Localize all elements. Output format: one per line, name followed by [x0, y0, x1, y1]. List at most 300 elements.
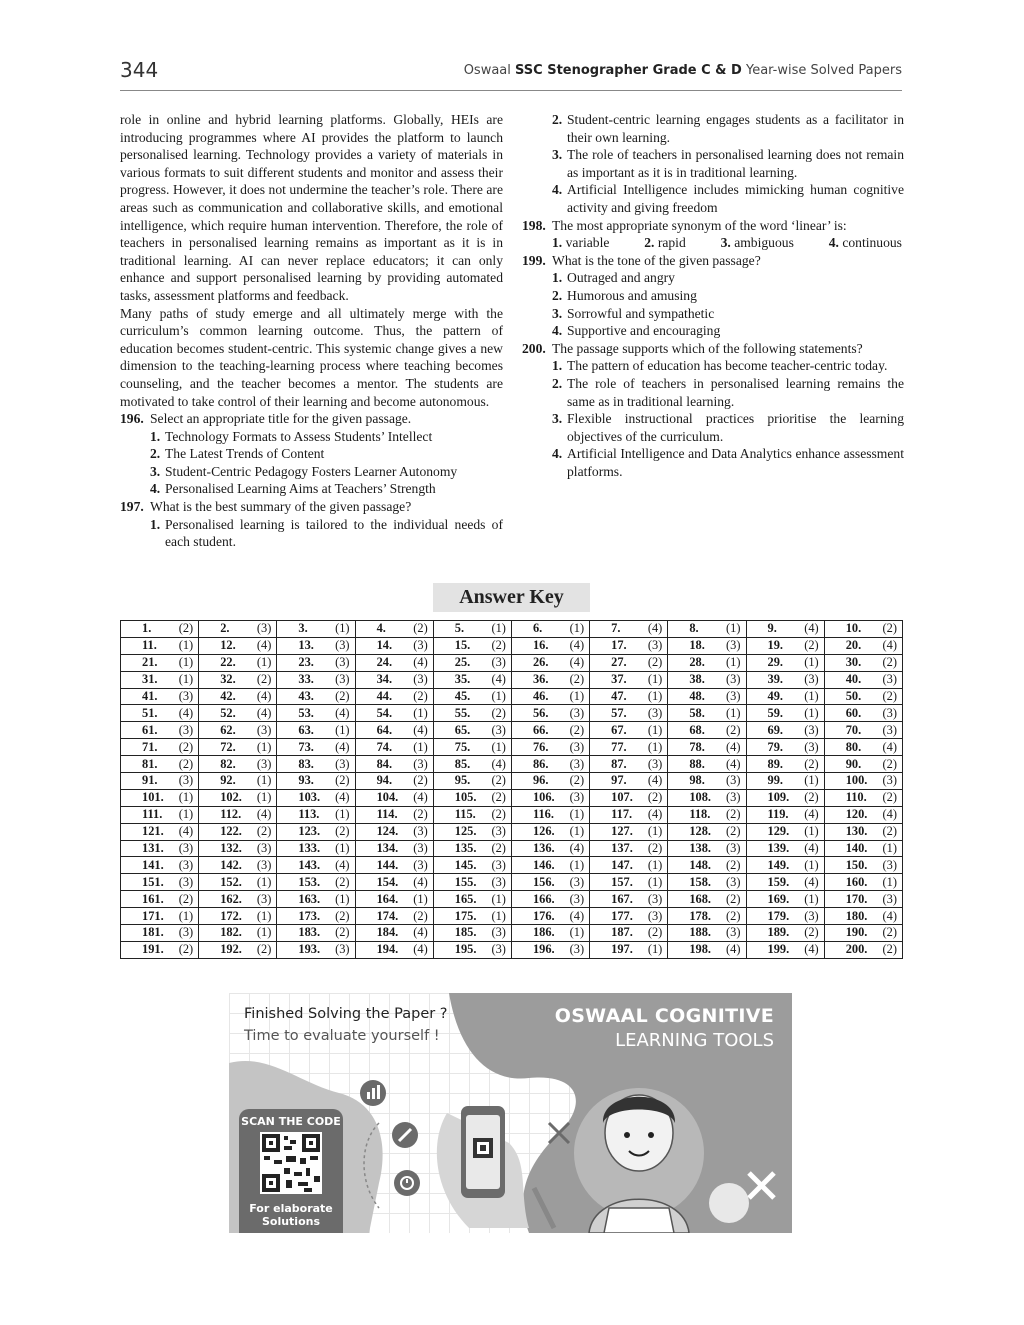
option	[721, 234, 794, 252]
answer-question-number: 40.	[845, 672, 862, 687]
answer-row	[121, 941, 903, 958]
answer-question-number: 158.	[689, 874, 711, 889]
answer-value: (3)	[804, 908, 819, 923]
answer-value: (1)	[491, 891, 506, 906]
answer-cell	[355, 908, 433, 925]
answer-row	[121, 840, 903, 857]
answer-value: (4)	[647, 807, 663, 822]
answer-question-number: 81.	[142, 756, 158, 771]
question-199	[522, 252, 904, 270]
answer-question-number: 132.	[220, 841, 242, 856]
answer-value: (2)	[413, 621, 428, 636]
answer-question-number: 34.	[376, 672, 393, 687]
answer-cell	[355, 925, 433, 942]
answer-value: (1)	[178, 672, 194, 687]
answer-question-number: 159.	[767, 874, 790, 889]
answer-question-number: 46.	[532, 689, 549, 703]
answer-cell	[590, 823, 668, 840]
option-text: Outraged and angry	[567, 270, 675, 286]
answer-question-number: 63.	[298, 722, 314, 737]
question-198	[522, 217, 904, 235]
answer-value: (4)	[178, 705, 194, 720]
answer-question-number: 77.	[611, 739, 627, 754]
question-text: Select an appropriate title for the given passage.	[150, 411, 412, 427]
answer-question-number: 151.	[142, 874, 164, 889]
answer-cell	[355, 654, 433, 671]
answer-question-number: 53.	[298, 705, 314, 720]
answer-cell	[668, 806, 746, 823]
answer-value: (3)	[491, 925, 506, 940]
answer-cell	[668, 891, 746, 908]
qr-code-icon[interactable]	[260, 1132, 322, 1194]
answer-cell	[277, 739, 355, 756]
answer-question-number: 133.	[298, 841, 321, 856]
answer-question-number: 160.	[845, 874, 868, 889]
answer-value: (4)	[413, 722, 428, 737]
answer-question-number: 139.	[767, 841, 790, 856]
answer-value: (3)	[413, 824, 428, 839]
answer-cell	[277, 925, 355, 942]
answer-cell	[511, 722, 589, 739]
answer-question-number: 102.	[220, 790, 242, 805]
answer-value: (4)	[335, 705, 350, 720]
answer-question-number: 38.	[689, 672, 705, 687]
answer-question-number: 48.	[689, 689, 705, 703]
answer-row	[121, 773, 903, 790]
answer-value: (4)	[256, 705, 272, 720]
answer-cell	[668, 925, 746, 942]
answer-question-number: 56.	[532, 705, 549, 720]
answer-row	[121, 857, 903, 874]
answer-value: (3)	[647, 756, 663, 771]
answer-question-number: 104.	[376, 790, 399, 805]
answer-row	[121, 739, 903, 756]
answer-question-number: 92.	[220, 773, 236, 788]
answer-cell	[824, 840, 902, 857]
answer-cell	[433, 773, 511, 790]
answer-question-number: 150.	[845, 857, 868, 872]
answer-question-number: 157.	[611, 874, 633, 889]
scan-footer-line1: For elaborate	[249, 1202, 333, 1215]
option	[552, 287, 904, 305]
option-text: The Latest Trends of Content	[165, 446, 325, 462]
answer-cell	[668, 874, 746, 891]
option-number: 4.	[552, 323, 563, 339]
answer-cell	[746, 739, 824, 756]
answer-cell	[121, 773, 199, 790]
answer-value: (1)	[647, 942, 663, 957]
answer-value: (2)	[647, 925, 663, 940]
answer-row	[121, 688, 903, 705]
option	[150, 463, 503, 481]
page-number: 344	[120, 58, 159, 82]
answer-cell	[199, 722, 277, 739]
answer-cell	[121, 840, 199, 857]
answer-cell	[355, 739, 433, 756]
passage-paragraph: Many paths of study emerge and all ultimately merge with the curriculum’s common learning outcome. Thus, the pattern of education becomes student-centric. This systemic change gives a new dimension to the teaching-learning process where teaching becomes counseling, and the teacher becomes a mentor. The students are motivated to take control of their learning and become autonomous.	[120, 305, 503, 409]
option-text: Personalised learning is tailored to the individual needs of each student.	[165, 516, 503, 550]
answer-question-number: 25.	[454, 655, 471, 670]
answer-value: (2)	[882, 942, 897, 957]
answer-cell	[746, 941, 824, 958]
answer-value: (2)	[335, 824, 350, 839]
answer-value: (2)	[647, 655, 663, 670]
answer-value: (3)	[491, 824, 506, 839]
option	[829, 234, 902, 252]
answer-question-number: 149.	[767, 857, 790, 872]
answer-cell	[433, 941, 511, 958]
answer-cell	[824, 688, 902, 705]
answer-value: (3)	[569, 874, 585, 889]
option-number: 3.	[150, 463, 161, 479]
answer-cell	[590, 840, 668, 857]
answer-cell	[511, 806, 589, 823]
answer-cell	[277, 654, 355, 671]
answer-question-number: 31.	[142, 672, 158, 687]
answer-cell	[590, 688, 668, 705]
answer-cell	[355, 941, 433, 958]
answer-question-number: 26.	[532, 655, 549, 670]
answer-cell	[511, 773, 589, 790]
answer-cell	[355, 773, 433, 790]
question-text: What is the best summary of the given passage?	[150, 499, 412, 515]
answer-value: (4)	[726, 942, 741, 957]
answer-cell	[824, 671, 902, 688]
answer-cell	[277, 688, 355, 705]
answer-cell	[199, 756, 277, 773]
answer-question-number: 84.	[376, 756, 393, 771]
answer-cell	[433, 806, 511, 823]
answer-question-number: 190.	[845, 925, 868, 940]
answer-question-number: 178.	[689, 908, 711, 923]
answer-value: (3)	[256, 841, 272, 856]
answer-value: (2)	[413, 773, 428, 788]
answer-value: (2)	[882, 925, 897, 940]
answer-question-number: 89.	[767, 756, 783, 771]
answer-cell	[121, 823, 199, 840]
answer-cell	[824, 739, 902, 756]
answer-row	[121, 671, 903, 688]
answer-value: (3)	[726, 925, 741, 940]
answer-value: (3)	[882, 857, 897, 872]
answer-cell	[199, 941, 277, 958]
option-number: 1.	[150, 428, 161, 444]
option-text: The pattern of education has become teacher-centric today.	[567, 358, 888, 374]
answer-question-number: 65.	[454, 722, 471, 737]
answer-value: (1)	[256, 739, 272, 754]
answer-question-number: 146.	[532, 857, 555, 872]
option	[552, 410, 904, 445]
answer-value: (4)	[413, 655, 428, 670]
answer-question-number: 168.	[689, 891, 711, 906]
answer-question-number: 193.	[298, 942, 321, 957]
answer-question-number: 57.	[611, 705, 627, 720]
answer-question-number: 91.	[142, 773, 158, 788]
answer-cell	[277, 789, 355, 806]
answer-value: (4)	[882, 739, 897, 754]
answer-question-number: 64.	[376, 722, 393, 737]
answer-value: (3)	[413, 857, 428, 872]
answer-cell	[355, 705, 433, 722]
answer-value: (2)	[569, 672, 585, 687]
answer-value: (2)	[804, 790, 819, 805]
answer-question-number: 62.	[220, 722, 236, 737]
option-text: Artificial Intelligence and Data Analytics enhance assessment platforms.	[567, 446, 904, 479]
answer-value: (3)	[256, 756, 272, 771]
answer-question-number: 176.	[532, 908, 555, 923]
brand-line-1: OSWAAL COGNITIVE	[554, 1005, 774, 1027]
book-title: SSC Stenographer Grade C & D	[515, 63, 742, 78]
answer-question-number: 80.	[845, 739, 862, 754]
answer-question-number: 114.	[376, 807, 398, 822]
answer-question-number: 127.	[611, 824, 633, 839]
answer-question-number: 156.	[532, 874, 555, 889]
answer-value: (4)	[413, 874, 428, 889]
answer-cell	[746, 654, 824, 671]
answer-value: (1)	[569, 807, 585, 822]
answer-cell	[121, 806, 199, 823]
answer-cell	[824, 722, 902, 739]
option	[552, 445, 904, 480]
answer-cell	[746, 840, 824, 857]
question-number: 199.	[522, 252, 546, 268]
answer-question-number: 14.	[376, 638, 393, 653]
answer-value: (3)	[178, 773, 194, 788]
answer-question-number: 144.	[376, 857, 399, 872]
answer-question-number: 172.	[220, 908, 242, 923]
option	[552, 305, 904, 323]
answer-key-title: Answer Key	[433, 583, 590, 612]
answer-value: (1)	[804, 773, 819, 788]
answer-question-number: 5.	[454, 621, 465, 636]
answer-cell	[433, 654, 511, 671]
option-text: Student-Centric Pedagogy Fosters Learner Autonomy	[165, 463, 458, 479]
answer-cell	[590, 891, 668, 908]
answer-value: (3)	[726, 638, 741, 653]
answer-cell	[199, 891, 277, 908]
answer-cell	[746, 806, 824, 823]
answer-value: (2)	[178, 739, 194, 754]
answer-question-number: 96.	[532, 773, 549, 788]
answer-value: (3)	[804, 722, 819, 737]
option-number: 4.	[552, 182, 563, 198]
option	[644, 234, 686, 252]
answer-question-number: 75.	[454, 739, 471, 754]
answer-cell	[824, 773, 902, 790]
answer-cell	[746, 823, 824, 840]
answer-value: (2)	[569, 722, 585, 737]
answer-question-number: 69.	[767, 722, 783, 737]
answer-value: (4)	[178, 824, 194, 839]
answer-value: (2)	[726, 908, 741, 923]
answer-value: (2)	[491, 638, 506, 653]
answer-cell	[199, 857, 277, 874]
option-number: 2.	[644, 235, 655, 251]
answer-question-number: 44.	[376, 689, 393, 703]
answer-question-number: 11.	[142, 638, 157, 653]
answer-value: (2)	[256, 672, 272, 687]
answer-cell	[277, 908, 355, 925]
answer-cell	[199, 637, 277, 654]
answer-value: (3)	[726, 790, 741, 805]
answer-cell	[824, 806, 902, 823]
answer-cell	[277, 857, 355, 874]
answer-question-number: 145.	[454, 857, 477, 872]
answer-cell	[668, 857, 746, 874]
option-number: 4.	[828, 235, 839, 251]
answer-question-number: 119.	[767, 807, 789, 822]
option-number: 1.	[552, 358, 563, 374]
answer-value: (1)	[491, 621, 506, 636]
answer-cell	[668, 621, 746, 638]
answer-cell	[199, 908, 277, 925]
answer-cell	[433, 874, 511, 891]
answer-value: (1)	[804, 655, 819, 670]
answer-question-number: 165.	[454, 891, 477, 906]
answer-cell	[433, 857, 511, 874]
left-column	[120, 111, 503, 551]
option-number: 3.	[552, 305, 563, 321]
promo-subheadline: Time to evaluate yourself !	[244, 1028, 440, 1044]
answer-value: (1)	[491, 689, 506, 703]
answer-value: (1)	[647, 739, 663, 754]
answer-value: (4)	[569, 655, 585, 670]
option-text: continuous	[842, 235, 902, 251]
answer-cell	[511, 925, 589, 942]
answer-cell	[590, 925, 668, 942]
answer-question-number: 95.	[454, 773, 471, 788]
option-number: 1.	[552, 235, 563, 251]
answer-value: (2)	[726, 857, 741, 872]
answer-value: (3)	[256, 722, 272, 737]
option	[552, 146, 904, 181]
answer-value: (1)	[256, 925, 272, 940]
answer-value: (4)	[647, 773, 663, 788]
answer-cell	[511, 621, 589, 638]
answer-value: (2)	[335, 773, 350, 788]
answer-cell	[746, 925, 824, 942]
answer-cell	[355, 806, 433, 823]
answer-value: (4)	[335, 857, 350, 872]
answer-value: (4)	[882, 807, 897, 822]
answer-value: (1)	[726, 621, 741, 636]
answer-value: (3)	[647, 908, 663, 923]
answer-cell	[746, 722, 824, 739]
answer-cell	[824, 908, 902, 925]
answer-value: (1)	[335, 807, 350, 822]
answer-question-number: 116.	[532, 807, 554, 822]
answer-cell	[824, 891, 902, 908]
answer-cell	[511, 756, 589, 773]
answer-value: (1)	[413, 739, 428, 754]
answer-cell	[590, 654, 668, 671]
answer-value: (3)	[726, 773, 741, 788]
answer-question-number: 30.	[845, 655, 862, 670]
answer-question-number: 185.	[454, 925, 477, 940]
answer-cell	[590, 756, 668, 773]
answer-cell	[277, 773, 355, 790]
answer-value: (3)	[647, 705, 663, 720]
answer-cell	[355, 874, 433, 891]
answer-question-number: 177.	[611, 908, 633, 923]
answer-question-number: 32.	[220, 672, 236, 687]
question-200	[522, 340, 904, 358]
answer-question-number: 110.	[845, 790, 867, 805]
answer-value: (3)	[726, 874, 741, 889]
answer-value: (2)	[569, 773, 585, 788]
answer-row	[121, 654, 903, 671]
answer-cell	[433, 823, 511, 840]
answer-cell	[355, 840, 433, 857]
answer-question-number: 136.	[532, 841, 555, 856]
answer-cell	[277, 941, 355, 958]
answer-question-number: 83.	[298, 756, 314, 771]
answer-question-number: 13.	[298, 638, 314, 653]
answer-cell	[668, 756, 746, 773]
option	[150, 480, 503, 498]
answer-row	[121, 756, 903, 773]
answer-cell	[121, 789, 199, 806]
answer-cell	[590, 671, 668, 688]
answer-cell	[824, 925, 902, 942]
answer-value: (1)	[335, 621, 350, 636]
answer-cell	[511, 823, 589, 840]
answer-question-number: 106.	[532, 790, 555, 805]
answer-question-number: 135.	[454, 841, 477, 856]
answer-question-number: 41.	[142, 689, 158, 703]
answer-question-number: 7.	[611, 621, 621, 636]
answer-cell	[590, 705, 668, 722]
answer-value: (3)	[178, 874, 194, 889]
answer-value: (1)	[256, 773, 272, 788]
answer-question-number: 33.	[298, 672, 314, 687]
option	[150, 445, 503, 463]
answer-row	[121, 621, 903, 638]
answer-cell	[668, 941, 746, 958]
answer-cell	[121, 739, 199, 756]
answer-question-number: 86.	[532, 756, 549, 771]
question-text: The most appropriate synonym of the word ‘linear’ is:	[552, 217, 847, 233]
answer-question-number: 20.	[845, 638, 862, 653]
answer-cell	[668, 823, 746, 840]
scan-footer-line2: Solutions	[261, 1215, 321, 1228]
answer-cell	[824, 874, 902, 891]
answer-value: (3)	[804, 739, 819, 754]
answer-question-number: 28.	[689, 655, 705, 670]
answer-cell	[199, 840, 277, 857]
answer-question-number: 143.	[298, 857, 321, 872]
answer-value: (4)	[569, 841, 585, 856]
answer-cell	[590, 722, 668, 739]
option	[552, 357, 904, 375]
answer-value: (4)	[413, 925, 428, 940]
answer-cell	[824, 756, 902, 773]
answer-cell	[590, 789, 668, 806]
answer-value: (3)	[335, 655, 350, 670]
answer-cell	[277, 840, 355, 857]
option-number: 4.	[150, 481, 161, 497]
answer-cell	[511, 941, 589, 958]
answer-question-number: 10.	[845, 621, 862, 636]
answer-value: (3)	[647, 891, 663, 906]
answer-question-number: 123.	[298, 824, 321, 839]
answer-question-number: 197.	[611, 942, 633, 957]
answer-value: (1)	[647, 824, 663, 839]
answer-question-number: 99.	[767, 773, 783, 788]
answer-cell	[277, 637, 355, 654]
answer-question-number: 108.	[689, 790, 711, 805]
answer-value: (4)	[413, 942, 428, 957]
